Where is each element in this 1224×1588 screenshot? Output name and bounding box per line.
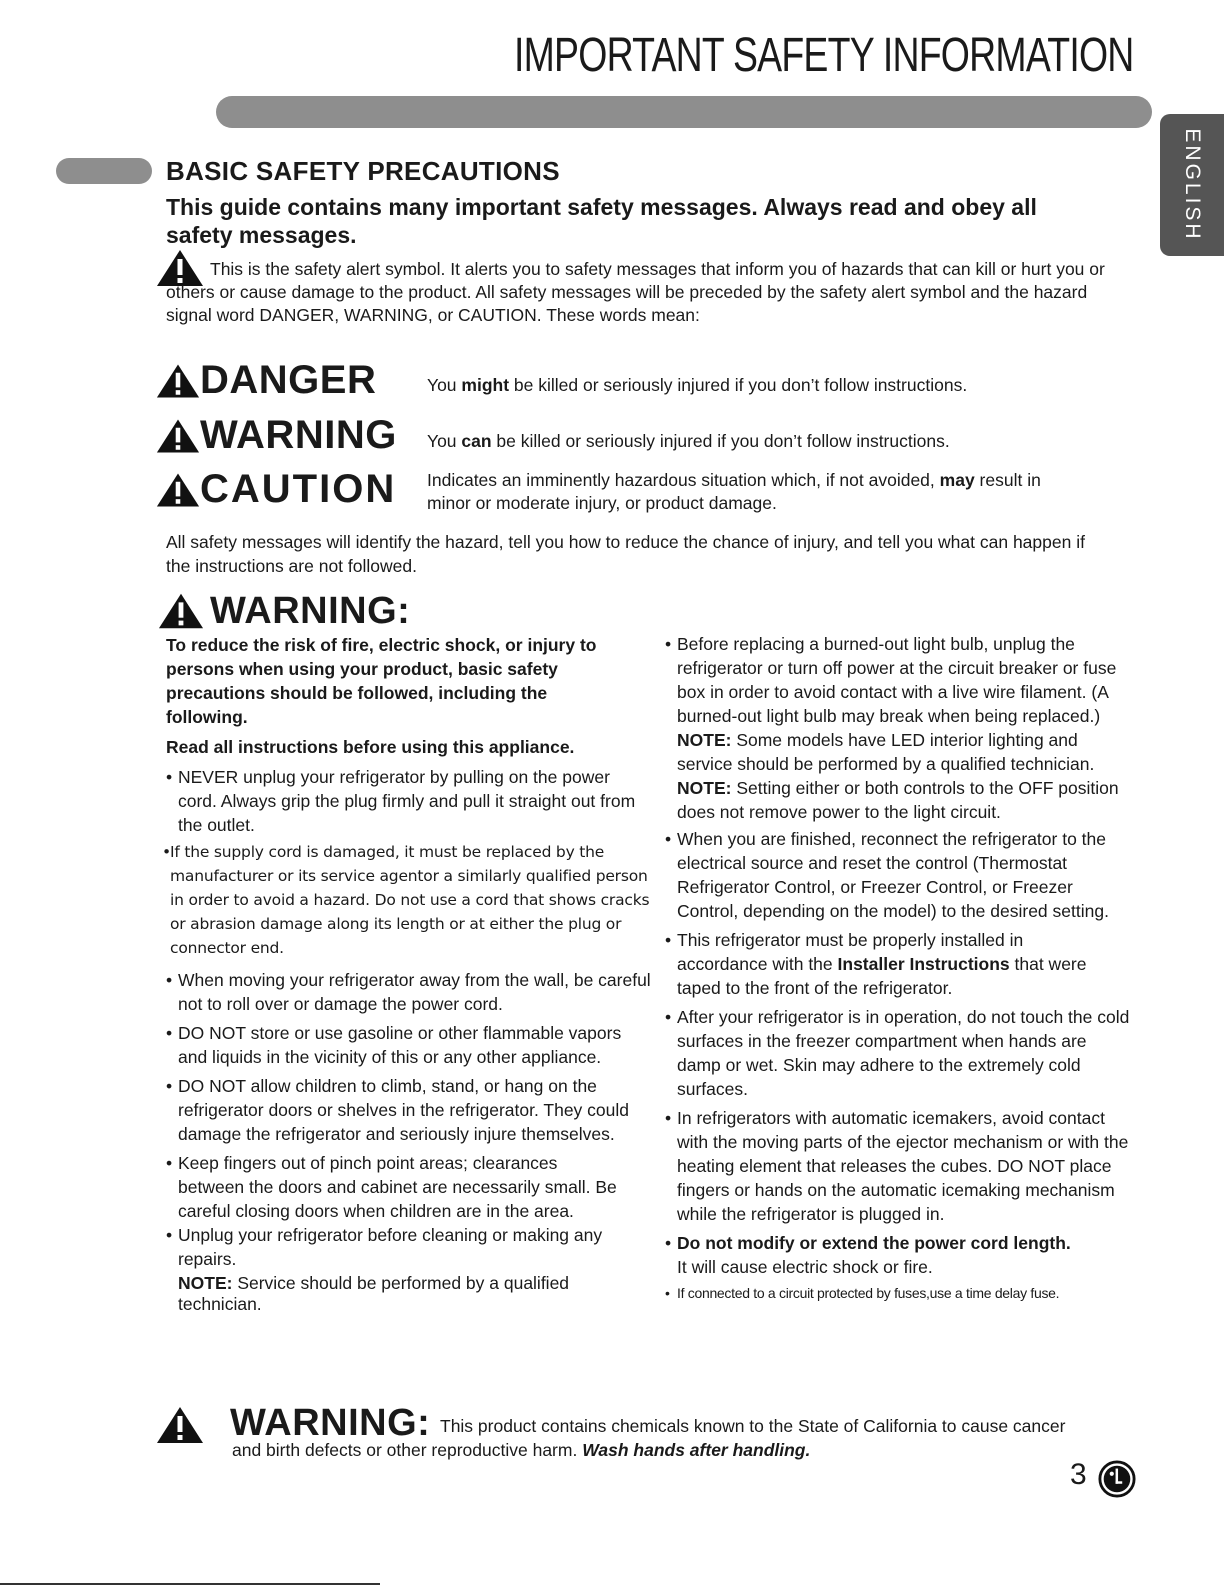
page-number: 3 [1070,1458,1087,1491]
prop65-heading: WARNING: [230,1402,431,1444]
language-tab [1160,114,1224,256]
list-item: • If the supply cord is damaged, it must be replaced by the manufacturer or its service agentor a similarly qualified person in order to avoid a hazard. Do not use a cord that shows cracks or abrasion damage along its length or at either the plug or connector end. [162,843,650,957]
section-marker [56,158,152,184]
warning-description: You can be killed or seriously injured if you don’t follow instructions. [427,431,950,451]
warning-left-column [162,633,652,1315]
section-intro: This guide contains many important safety messages. Always read and obey all safety messages. [166,194,1037,248]
title-divider-bar [216,96,1152,128]
list-item: • DO NOT store or use gasoline or other flammable vapors and liquids in the vicinity of this or any other appliance. [166,1023,622,1067]
danger-signal-word: DANGER [200,358,377,402]
prop65-text-continued: and birth defects or other reproductive harm. Wash hands after handling. [232,1440,811,1460]
bottom-rule [0,1583,380,1585]
alert-symbol-text: This is the safety alert symbol. It alerts you to safety messages that inform you of hazards that can kill or hurt you or others or cause damage to the product. All safety messages will be preceded by the safety alert symbol and the hazard signal word DANGER, WARNING, or CAUTION. These words mean: [166,259,1105,325]
led-note: NOTE: Some models have LED interior lighting and service should be performed by a qualified technician. [677,730,1095,774]
caution-signal-word: CAUTION [200,467,397,511]
warning-lead: To reduce the risk of fire, electric shock, or injury to persons when using your product, basic safety precautions should be followed, including the following. [166,635,597,727]
list-item: • If connected to a circuit protected by fuses,use a time delay fuse. [665,1285,1060,1301]
read-all-instructions: Read all instructions before using this appliance. [166,737,575,757]
list-item: • DO NOT allow children to climb, stand, or hang on the refrigerator doors or shelves in the refrigerator. They could damage the refrigerator and seriously injure themselves. [166,1076,630,1144]
list-item: • In refrigerators with automatic icemakers, avoid contact with the moving parts of the ejector mechanism or with the heating element that releases the cubes. DO NOT place fingers or hands on the automatic icemaking mechanism while the refrigerator is plugged in. [665,1108,1129,1224]
caution-description: Indicates an imminently hazardous situation which, if not avoided, may result in minor or moderate injury, or product damage. [427,470,1041,513]
prop65-text: This product contains chemicals known to the State of California to cause cancer [440,1416,1066,1436]
list-item: • When moving your refrigerator away from the wall, be careful not to roll over or damage the power cord. [166,970,651,1014]
danger-description: You might be killed or seriously injured if you don’t follow instructions. [427,375,968,395]
warning-triangle-icon [156,472,200,508]
list-item: • After your refrigerator is in operation, do not touch the cold surfaces in the freezer compartment when hands are damp or wet. Skin may adhere to the extremely cold surfaces. [665,1007,1130,1099]
all-messages-text: All safety messages will identify the hazard, tell you how to reduce the chance of injury, and tell you what can happen if the instructions are not followed. [166,532,1085,576]
warning-triangle-icon [156,363,200,399]
list-item: • When you are finished, reconnect the refrigerator to the electrical source and reset the control (Thermostat Refrigerator Control, or Freezer Control, or Freezer Control, depending on the model) to the desired setting. [665,829,1109,921]
warning-signal-word: WARNING [200,413,397,457]
section-title: BASIC SAFETY PRECAUTIONS [166,156,560,186]
warning-triangle-icon [156,1406,204,1444]
list-item: • Do not modify or extend the power cord length. It will cause electric shock or fire. [665,1233,1071,1277]
list-item: • Keep fingers out of pinch point areas; clearances between the doors and cabinet are necessarily small. Be careful closing doors when children are in the area. [166,1153,617,1221]
warning-triangle-icon [156,418,200,454]
lg-logo-icon [1098,1460,1136,1498]
list-item: • Before replacing a burned-out light bulb, unplug the refrigerator or turn off power at the circuit breaker or fuse box in order to avoid contact with a live wire filament. (A burned-out light bulb may break when being replaced.) [665,634,1117,726]
language-tab-label: ENGLISH [1181,128,1204,242]
service-note: NOTE: Service should be performed by a qualified technician. [178,1273,570,1314]
list-item: • This refrigerator must be properly installed in accordance with the Installer Instructions that were taped to the front of the refrigerator. [665,930,1087,998]
page-title: IMPORTANT SAFETY INFORMATION [514,29,1134,82]
warning-right-column [665,632,1135,1305]
off-note: NOTE: Setting either or both controls to the OFF position does not remove power to the light circuit. [677,778,1119,822]
warning-heading: WARNING: [210,590,411,632]
list-item: • Unplug your refrigerator before cleaning or making any repairs. [166,1225,603,1269]
alert-symbol-explanation [166,258,1116,327]
warning-triangle-icon [158,592,204,630]
list-item: • NEVER unplug your refrigerator by pulling on the power cord. Always grip the plug firmly and pull it straight out from the outlet. [166,767,636,835]
